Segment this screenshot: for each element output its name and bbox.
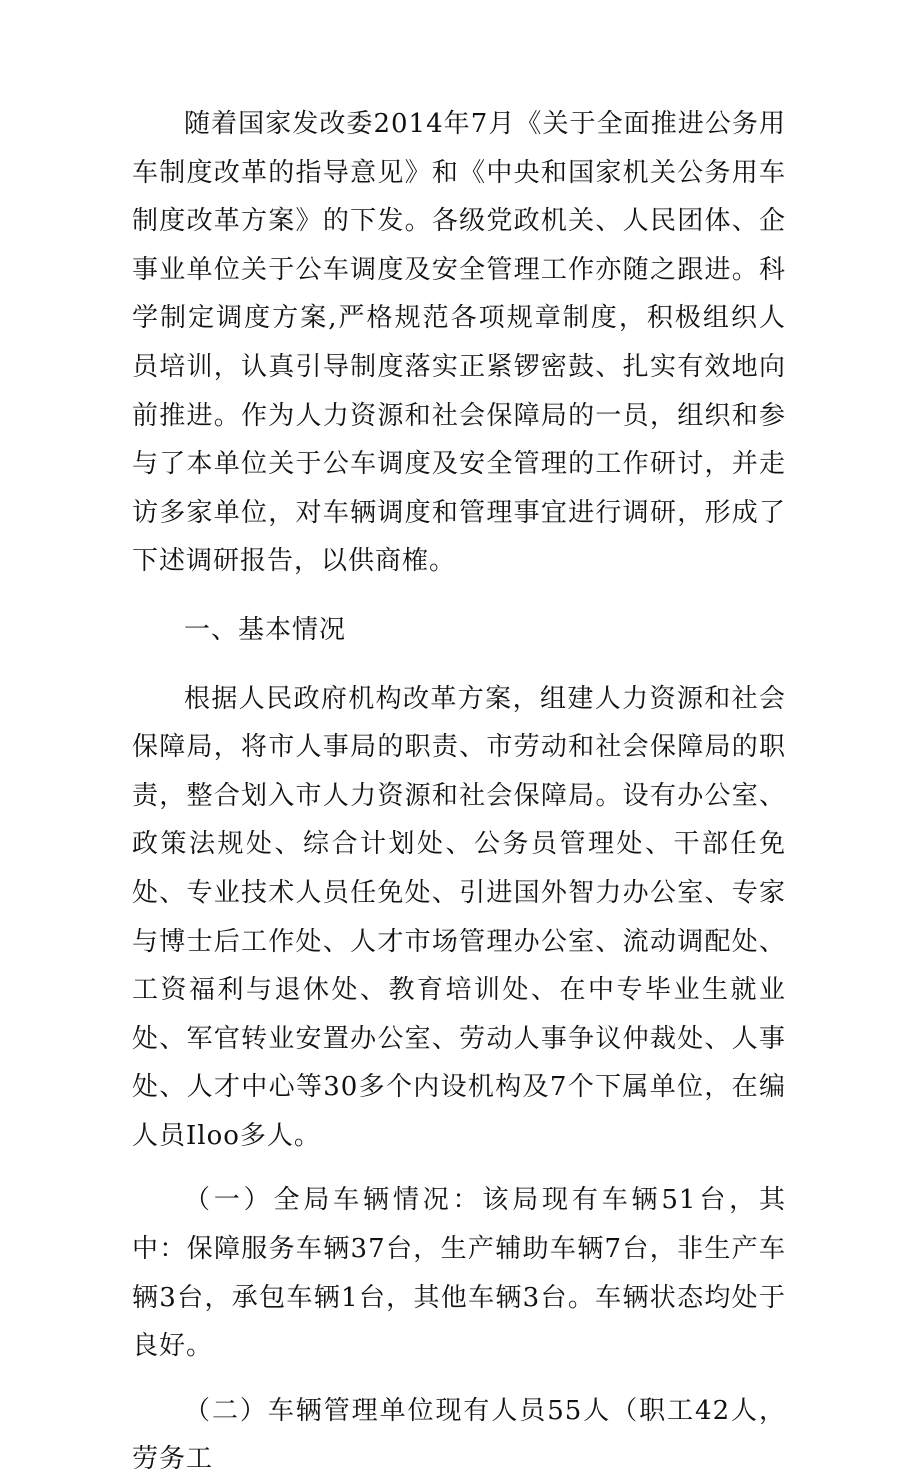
organization-paragraph: 根据人民政府机构改革方案，组建人力资源和社会保障局，将市人事局的职责、市劳动和社会保障局的职责，整合划入市人力资源和社会保障局。设有办公室、政策法规处、综合计划处、公务员管理处、干部任免处、专业技术人员任免处、引进国外智力办公室、专家与博士后工作处、人才市场管理办公室、流动调配处、工资福利与退休处、教育培训处、在中专毕业生就业处、军官转业安置办公室、劳动人事争议仲裁处、人事处、人才中心等30多个内设机构及7个下属单位，在编人员Iloo多人。 <box>132 683 786 1151</box>
section-heading-basic-situation: 一、基本情况 <box>184 614 347 645</box>
vehicles-paragraph: （一）全局车辆情况：该局现有车辆51台，其中：保障服务车辆37台，生产辅助车辆7台，非生产车辆3台，承包车辆1台，其他车辆3台。车辆状态均处于良好。 <box>132 1185 786 1362</box>
document-body <box>132 100 786 1484</box>
intro-paragraph: 随着国家发改委2014年7月《关于全面推进公务用车制度改革的指导意见》和《中央和国家机关公务用车制度改革方案》的下发。各级党政机关、人民团体、企事业单位关于公车调度及安全管理工作亦随之跟进。科学制定调度方案,严格规范各项规章制度，积极组织人员培训，认真引导制度落实正紧锣密鼓、扎实有效地向前推进。作为人力资源和社会保障局的一员，组织和参与了本单位关于公车调度及安全管理的工作研讨，并走访多家单位，对车辆调度和管理事宜进行调研，形成了下述调研报告，以供商榷。 <box>132 109 786 577</box>
staff-paragraph: （二）车辆管理单位现有人员55人（职工42人，劳务工 <box>132 1395 786 1475</box>
